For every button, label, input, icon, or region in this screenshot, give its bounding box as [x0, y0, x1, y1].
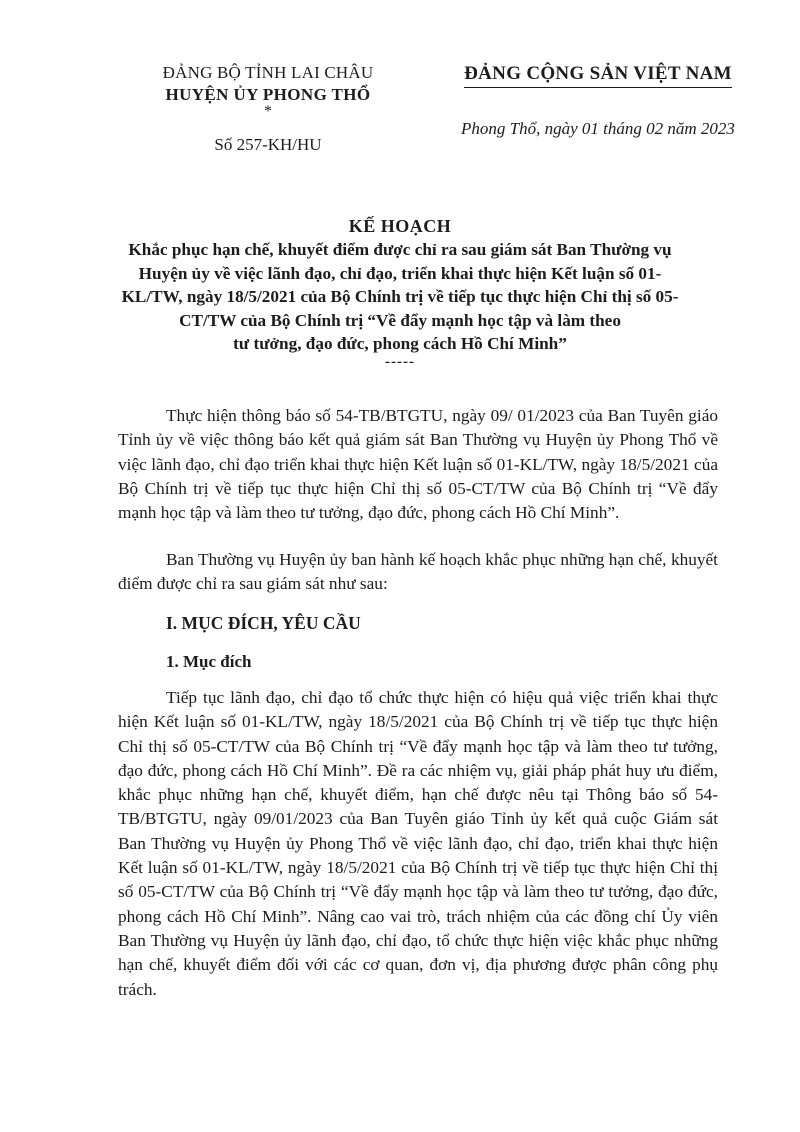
document-type: KẾ HOẠCH: [348, 216, 452, 236]
document-number: Số 257-KH/HU: [214, 135, 322, 154]
subsection-heading: 1. Mục đích: [166, 652, 252, 671]
subject-line: KL/TW, ngày 18/5/2021 của Bộ Chính trị về tiếp tục thực hiện Chỉ thị số 05-: [121, 287, 679, 306]
document-subject: [100, 238, 700, 356]
subject-line: CT/TW của Bộ Chính trị “Về đẩy mạnh học tập và làm theo: [179, 310, 621, 330]
issuer-parent-org: ĐẢNG BỘ TỈNH LAI CHÂU: [162, 63, 374, 82]
national-header-block: [448, 62, 748, 140]
paragraph-purpose: Tiếp tục lãnh đạo, chỉ đạo tổ chức thực hiện có hiệu quả việc triển khai thực hiện Kết luận số 01-KL/TW, ngày 18/5/2021 của Bộ Chính trị về tiếp tục thực hiện Chỉ thị số 05-CT/TW của Bộ Chính trị “Về đẩy mạnh học tập và làm theo tư tưởng, đạo đức, phong cách Hồ Chí Minh”. Đề ra các nhiệm vụ, giải pháp phát huy ưu điểm, khắc phục những hạn chế, khuyết điểm, hạn chế được nêu tại Thông báo số 54-TB/BTGTU, ngày 09/01/2023 của Ban Tuyên giáo Tỉnh ủy kết quả cuộc Giám sát Ban Thường vụ Huyện ủy Phong Thổ về việc lãnh đạo, chỉ đạo, triển khai thực hiện Kết luận số 01-KL/TW, ngày 18/5/2021 của Bộ Chính trị về tiếp tục thực hiện Chỉ thị số 05-CT/TW của Bộ Chính trị “Về đẩy mạnh học tập và làm theo tư tưởng, đạo đức, phong cách Hồ Chí Minh”. Nâng cao vai trò, trách nhiệm của các đồng chí Ủy viên Ban Thường vụ Huyện ủy lãnh đạo, chỉ đạo, tổ chức thực hiện việc khắc phục những hạn chế, khuyết điểm đối với các cơ quan, đơn vị, địa phương được phân công phụ trách.: [118, 688, 718, 999]
place-date: Phong Thổ, ngày 01 tháng 02 năm 2023: [461, 119, 735, 138]
issuer-block: [118, 62, 418, 156]
paragraph-intro: Thực hiện thông báo số 54-TB/BTGTU, ngày 09/ 01/2023 của Ban Tuyên giáo Tỉnh ủy về việc thông báo kết quả giám sát Ban Thường vụ Huyện ủy Phong Thổ về việc lãnh đạo, chỉ đạo triển khai thực hiện Kết luận số 01-KL/TW, ngày 18/5/2021 của Bộ Chính trị về tiếp tục thực hiện Chỉ thị số 05-CT/TW của Bộ Chính trị “Về đẩy mạnh học tập và làm theo tư tưởng, đạo đức, phong cách Hồ Chí Minh”.: [118, 406, 718, 523]
subject-line: Khắc phục hạn chế, khuyết điểm được chỉ ra sau giám sát Ban Thường vụ: [128, 240, 672, 259]
section-heading: I. MỤC ĐÍCH, YÊU CẦU: [166, 613, 361, 633]
issuer-org: HUYỆN ỦY PHONG THỔ: [165, 85, 371, 104]
party-name: ĐẢNG CỘNG SẢN VIỆT NAM: [464, 62, 732, 88]
title-separator: -----: [385, 353, 415, 370]
subject-line: tư tưởng, đạo đức, phong cách Hồ Chí Minh”: [233, 334, 567, 353]
document-title-block: [100, 214, 700, 368]
paragraph-issuance: Ban Thường vụ Huyện ủy ban hành kế hoạch khắc phục những hạn chế, khuyết điểm được chỉ ra sau giám sát như sau:: [118, 550, 718, 594]
star-mark: *: [264, 103, 272, 120]
subject-line: Huyện ủy về việc lãnh đạo, chỉ đạo, triển khai thực hiện Kết luận số 01-: [138, 263, 662, 283]
